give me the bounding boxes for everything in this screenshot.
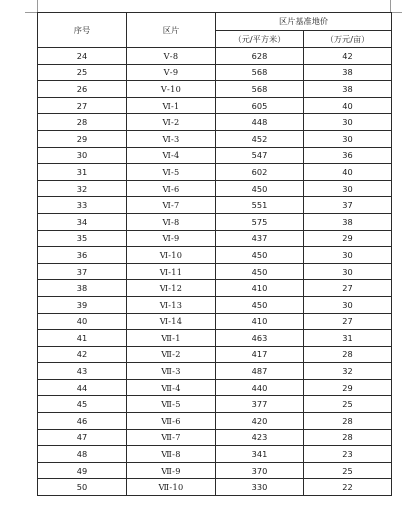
cell-price-sqm: 568	[216, 64, 304, 81]
cell-zone: Ⅶ-6	[127, 413, 216, 430]
cell-seq: 32	[38, 180, 127, 197]
cell-zone: Ⅶ-8	[127, 446, 216, 463]
cell-seq: 25	[38, 64, 127, 81]
cell-zone: Ⅴ-10	[127, 81, 216, 98]
cell-seq: 34	[38, 213, 127, 230]
cell-seq: 33	[38, 197, 127, 214]
cell-seq: 47	[38, 429, 127, 446]
table-row	[38, 130, 392, 147]
cell-zone: Ⅵ-9	[127, 230, 216, 247]
cell-price-sqm: 575	[216, 213, 304, 230]
cell-seq: 27	[38, 97, 127, 114]
table-row	[38, 363, 392, 380]
table-row	[38, 462, 392, 479]
table-row	[38, 213, 392, 230]
cell-seq: 29	[38, 130, 127, 147]
cell-price-sqm: 450	[216, 296, 304, 313]
cell-seq: 46	[38, 413, 127, 430]
cell-price-sqm: 410	[216, 313, 304, 330]
cell-seq: 26	[38, 81, 127, 98]
table-row	[38, 48, 392, 65]
cell-price-mu: 30	[304, 263, 392, 280]
cell-zone: Ⅵ-1	[127, 97, 216, 114]
cell-zone: Ⅶ-2	[127, 346, 216, 363]
table-row	[38, 64, 392, 81]
cell-price-sqm: 423	[216, 429, 304, 446]
cell-seq: 28	[38, 114, 127, 131]
cell-seq: 48	[38, 446, 127, 463]
cell-price-sqm: 448	[216, 114, 304, 131]
table-row	[38, 97, 392, 114]
cell-seq: 40	[38, 313, 127, 330]
cell-seq: 39	[38, 296, 127, 313]
cell-zone: Ⅵ-5	[127, 164, 216, 181]
cell-price-sqm: 487	[216, 363, 304, 380]
table-row	[38, 180, 392, 197]
table-row	[38, 313, 392, 330]
cell-price-sqm: 602	[216, 164, 304, 181]
header-price-group: 区片基准地价	[216, 13, 392, 31]
cell-zone: Ⅵ-12	[127, 280, 216, 297]
cell-seq: 30	[38, 147, 127, 164]
cell-price-mu: 38	[304, 213, 392, 230]
cell-price-sqm: 628	[216, 48, 304, 65]
cell-zone: Ⅶ-9	[127, 462, 216, 479]
cell-price-sqm: 450	[216, 247, 304, 264]
table-row	[38, 164, 392, 181]
cell-price-sqm: 605	[216, 97, 304, 114]
table-body	[38, 48, 392, 496]
cell-price-sqm: 440	[216, 379, 304, 396]
cell-price-sqm: 547	[216, 147, 304, 164]
cell-zone: Ⅵ-6	[127, 180, 216, 197]
cell-seq: 41	[38, 330, 127, 347]
header-unit-mu: （万元/亩）	[304, 31, 392, 48]
cell-price-mu: 28	[304, 429, 392, 446]
cell-zone: Ⅵ-4	[127, 147, 216, 164]
table-row	[38, 479, 392, 496]
table-row	[38, 247, 392, 264]
cell-zone: Ⅶ-5	[127, 396, 216, 413]
cell-price-mu: 38	[304, 64, 392, 81]
cell-price-sqm: 450	[216, 263, 304, 280]
cell-zone: Ⅵ-13	[127, 296, 216, 313]
cell-price-sqm: 370	[216, 462, 304, 479]
cell-seq: 44	[38, 379, 127, 396]
cell-seq: 24	[38, 48, 127, 65]
cell-seq: 31	[38, 164, 127, 181]
cell-price-mu: 23	[304, 446, 392, 463]
table-row	[38, 81, 392, 98]
cell-zone: Ⅵ-11	[127, 263, 216, 280]
cell-price-mu: 30	[304, 247, 392, 264]
header-zone: 区片	[127, 13, 216, 48]
cell-seq: 35	[38, 230, 127, 247]
cell-zone: Ⅶ-1	[127, 330, 216, 347]
table-row	[38, 429, 392, 446]
cell-zone: Ⅶ-3	[127, 363, 216, 380]
table-row	[38, 413, 392, 430]
table-row	[38, 396, 392, 413]
cell-price-sqm: 377	[216, 396, 304, 413]
cell-price-sqm: 417	[216, 346, 304, 363]
table-row	[38, 280, 392, 297]
cell-seq: 42	[38, 346, 127, 363]
cell-seq: 43	[38, 363, 127, 380]
cell-zone: Ⅴ-9	[127, 64, 216, 81]
cell-price-mu: 30	[304, 180, 392, 197]
cell-price-sqm: 463	[216, 330, 304, 347]
cell-price-mu: 42	[304, 48, 392, 65]
cell-seq: 36	[38, 247, 127, 264]
table-row	[38, 230, 392, 247]
cell-price-mu: 25	[304, 396, 392, 413]
cell-price-mu: 31	[304, 330, 392, 347]
cell-price-sqm: 450	[216, 180, 304, 197]
table-row	[38, 197, 392, 214]
table-row	[38, 147, 392, 164]
cell-zone: Ⅵ-3	[127, 130, 216, 147]
cell-price-sqm: 330	[216, 479, 304, 496]
cell-zone: Ⅶ-4	[127, 379, 216, 396]
cell-price-mu: 22	[304, 479, 392, 496]
cell-price-mu: 40	[304, 97, 392, 114]
header-seq: 序号	[38, 13, 127, 48]
table-header-row	[38, 13, 392, 31]
table-row	[38, 379, 392, 396]
cell-zone: Ⅵ-2	[127, 114, 216, 131]
table-row	[38, 346, 392, 363]
table-row	[38, 263, 392, 280]
table-row	[38, 330, 392, 347]
table-row	[38, 446, 392, 463]
cell-price-mu: 40	[304, 164, 392, 181]
cell-zone: Ⅵ-8	[127, 213, 216, 230]
cell-zone: Ⅴ-8	[127, 48, 216, 65]
cell-seq: 50	[38, 479, 127, 496]
header-unit-sqm: （元/平方米）	[216, 31, 304, 48]
cell-price-mu: 30	[304, 296, 392, 313]
cell-price-sqm: 452	[216, 130, 304, 147]
cell-zone: Ⅵ-7	[127, 197, 216, 214]
cell-price-sqm: 568	[216, 81, 304, 98]
cell-price-mu: 27	[304, 280, 392, 297]
cell-zone: Ⅶ-7	[127, 429, 216, 446]
cell-price-mu: 29	[304, 379, 392, 396]
cell-price-mu: 38	[304, 81, 392, 98]
cell-price-mu: 36	[304, 147, 392, 164]
cell-zone: Ⅵ-14	[127, 313, 216, 330]
cell-price-mu: 29	[304, 230, 392, 247]
cell-seq: 49	[38, 462, 127, 479]
cell-price-sqm: 551	[216, 197, 304, 214]
cell-seq: 37	[38, 263, 127, 280]
table-row	[38, 296, 392, 313]
cell-price-mu: 30	[304, 114, 392, 131]
table-row	[38, 114, 392, 131]
cell-price-sqm: 410	[216, 280, 304, 297]
cell-price-sqm: 341	[216, 446, 304, 463]
cell-zone: Ⅶ-10	[127, 479, 216, 496]
cell-price-mu: 27	[304, 313, 392, 330]
land-price-table	[37, 12, 392, 496]
cell-price-sqm: 420	[216, 413, 304, 430]
cell-price-sqm: 437	[216, 230, 304, 247]
cell-seq: 45	[38, 396, 127, 413]
cell-zone: Ⅵ-10	[127, 247, 216, 264]
cell-price-mu: 25	[304, 462, 392, 479]
cell-price-mu: 37	[304, 197, 392, 214]
cell-price-mu: 28	[304, 413, 392, 430]
cell-price-mu: 32	[304, 363, 392, 380]
left-corner-mark-horizontal	[25, 12, 37, 13]
cell-seq: 38	[38, 280, 127, 297]
cell-price-mu: 30	[304, 130, 392, 147]
cell-price-mu: 28	[304, 346, 392, 363]
